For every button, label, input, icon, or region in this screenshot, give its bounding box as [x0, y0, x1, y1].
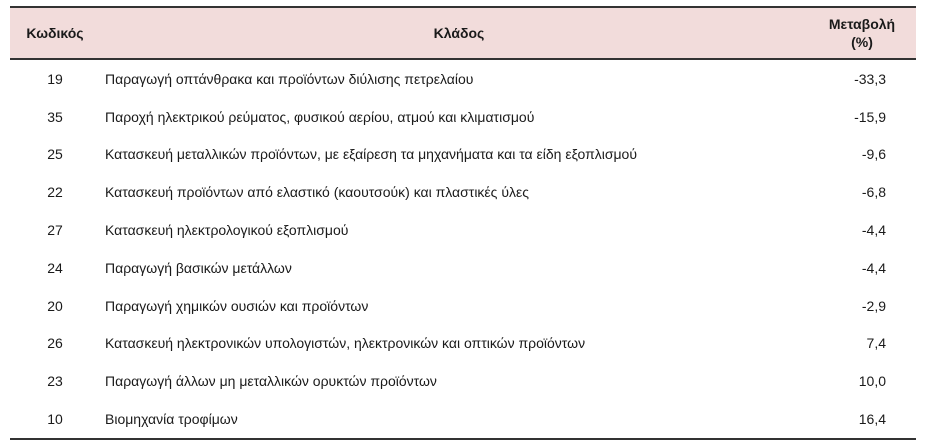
- row-change: -9,6: [861, 146, 886, 163]
- row-change: 16,4: [818, 400, 916, 439]
- row-sector: Κατασκευή ηλεκτρολογικού εξοπλισμού: [105, 222, 349, 239]
- row-sector: Παραγωγή χημικών ουσιών και προϊόντων: [105, 297, 369, 314]
- row-sector: Κατασκευή ηλεκτρονικών υπολογιστών, ηλεκτρονικών και οπτικών προϊόντων: [105, 335, 586, 352]
- row-sector: Κατασκευή προϊόντων από ελαστικό (καουτσούκ) και πλαστικές ύλες: [105, 184, 529, 201]
- row-code: 26: [47, 335, 63, 352]
- table-row: [10, 173, 916, 211]
- table-row: [10, 362, 916, 400]
- table-header: [10, 7, 916, 59]
- row-code: 10: [10, 400, 100, 439]
- row-code: 27: [47, 222, 63, 239]
- sector-change-table-container: [10, 6, 916, 440]
- row-change: 7,4: [866, 335, 886, 352]
- table-body: [10, 59, 916, 439]
- row-code: 25: [47, 146, 63, 163]
- row-sector: Παραγωγή οπτάνθρακα και προϊόντων διύλισης πετρελαίου: [105, 70, 474, 87]
- header-row: [10, 7, 916, 59]
- header-code: Κωδικός: [10, 7, 100, 59]
- row-change: -2,9: [861, 297, 886, 314]
- row-code: 23: [47, 373, 63, 390]
- row-sector: Κατασκευή μεταλλικών προϊόντων, με εξαίρεση τα μηχανήματα και τα είδη εξοπλισμού: [105, 146, 637, 163]
- table-row: [10, 59, 916, 98]
- row-change: -6,8: [861, 184, 886, 201]
- row-code: 19: [47, 70, 63, 87]
- sector-change-table: [10, 6, 916, 440]
- row-change: -15,9: [854, 108, 886, 125]
- row-sector: Παραγωγή βασικών μετάλλων: [105, 259, 292, 276]
- table-row: [10, 287, 916, 325]
- table-row: [10, 325, 916, 363]
- header-change: [818, 7, 916, 59]
- row-change: -4,4: [861, 222, 886, 239]
- row-sector: Παραγωγή άλλων μη μεταλλικών ορυκτών προϊόντων: [105, 373, 437, 390]
- table-row: [10, 136, 916, 174]
- row-sector: Παροχή ηλεκτρικού ρεύματος, φυσικού αερίου, ατμού και κλιματισμού: [105, 108, 535, 125]
- header-sector: Κλάδος: [100, 7, 818, 59]
- row-sector: Βιομηχανία τροφίμων: [100, 400, 818, 439]
- table-row: [10, 249, 916, 287]
- row-code: 35: [47, 108, 63, 125]
- table-row: [10, 211, 916, 249]
- table-row: [10, 98, 916, 136]
- header-change-line1: Μεταβολή: [828, 16, 896, 32]
- row-change: -33,3: [854, 70, 886, 87]
- table-row: [10, 400, 916, 439]
- row-change: 10,0: [858, 373, 886, 390]
- row-change: -4,4: [861, 259, 886, 276]
- row-code: 24: [47, 259, 63, 276]
- row-code: 20: [47, 297, 63, 314]
- row-code: 22: [47, 184, 63, 201]
- header-change-line2: (%): [851, 34, 873, 50]
